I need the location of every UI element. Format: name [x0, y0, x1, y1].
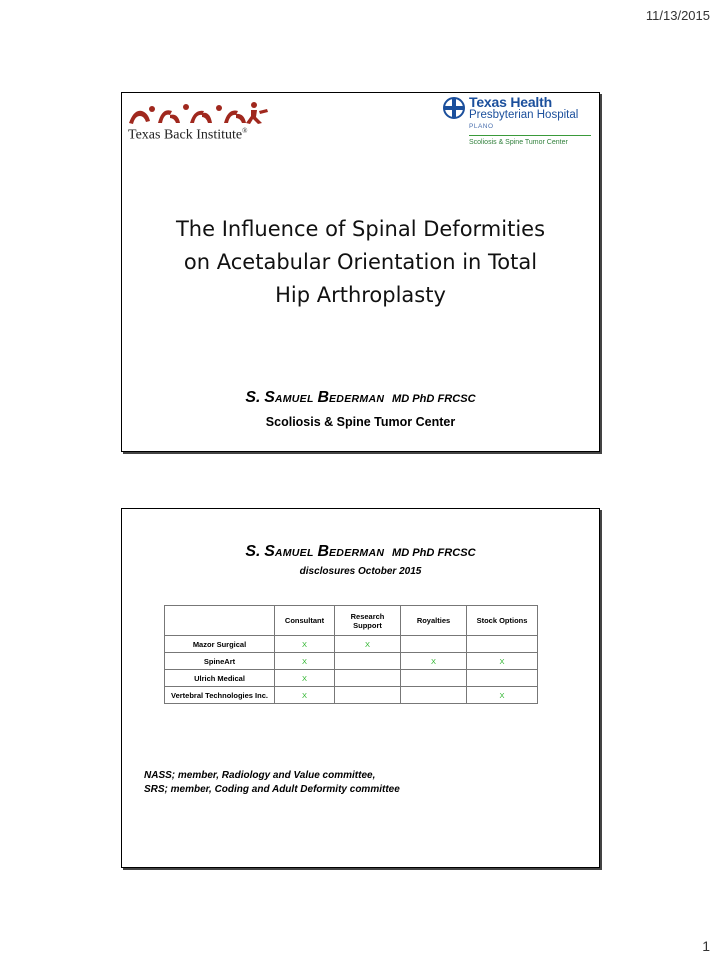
company-cell: Vertebral Technologies Inc.: [165, 687, 275, 704]
stock-cell: [467, 670, 538, 687]
thp-center-name: Scoliosis & Spine Tumor Center: [469, 139, 568, 146]
table-row: [165, 653, 538, 670]
table-row: [165, 670, 538, 687]
royalties-cell: [401, 670, 467, 687]
presenter-name: S. SAMUEL BEDERMAN MD PhD FRCSC: [245, 389, 476, 406]
company-cell: SpineArt: [165, 653, 275, 670]
disclosures-table: [164, 605, 538, 704]
membership-line: SRS; member, Coding and Adult Deformity committee: [144, 784, 400, 795]
stock-cell: X: [467, 687, 538, 704]
research-cell: [335, 653, 401, 670]
page-number: 1: [702, 938, 710, 954]
thp-name-line1: Texas Health: [469, 94, 552, 110]
title-line-1: The Influence of Spinal Deformities: [175, 217, 546, 241]
consultant-cell: X: [275, 687, 335, 704]
royalties-cell: [401, 687, 467, 704]
header-cell: Royalties: [401, 606, 467, 636]
consultant-cell: X: [275, 670, 335, 687]
presenter-credentials: MD PhD FRCSC: [392, 547, 476, 559]
table-row: [165, 687, 538, 704]
thp-city: PLANO: [469, 122, 494, 130]
title-slide: [121, 92, 600, 452]
company-cell: Mazor Surgical: [165, 636, 275, 653]
stock-cell: X: [467, 653, 538, 670]
company-cell: Ulrich Medical: [165, 670, 275, 687]
title-line-3: Hip Arthroplasty: [275, 283, 446, 307]
globe-cross-icon: [443, 97, 465, 119]
royalties-cell: [401, 636, 467, 653]
texas-back-institute-logo: [126, 99, 282, 144]
header-cell: Stock Options: [467, 606, 538, 636]
consultant-cell: X: [275, 636, 335, 653]
disclosures-slide: [121, 508, 600, 868]
table-header-row: [165, 606, 538, 636]
table-row: [165, 636, 538, 653]
royalties-cell: X: [401, 653, 467, 670]
memberships: [144, 769, 400, 797]
header-cell: [165, 606, 275, 636]
research-cell: [335, 670, 401, 687]
research-cell: [335, 687, 401, 704]
disclosures-subtitle: disclosures October 2015: [299, 566, 422, 577]
header-cell: Consultant: [275, 606, 335, 636]
thp-name-line2: Presbyterian Hospital: [469, 109, 579, 121]
slide-title: [122, 213, 599, 312]
texas-health-presbyterian-logo: [443, 95, 591, 146]
consultant-cell: X: [275, 653, 335, 670]
header-cell: Research Support: [335, 606, 401, 636]
thp-divider: [469, 135, 591, 136]
membership-line: NASS; member, Radiology and Value committee,: [144, 770, 376, 781]
texas-back-institute-name: Texas Back Institute®: [128, 127, 248, 143]
research-cell: X: [335, 636, 401, 653]
presenter-credentials: MD PhD FRCSC: [392, 393, 476, 405]
page-date: 11/13/2015: [645, 8, 710, 23]
stock-cell: [467, 636, 538, 653]
running-figures-icon: [126, 99, 276, 129]
center-name: Scoliosis & Spine Tumor Center: [265, 415, 456, 429]
title-line-2: on Acetabular Orientation in Total: [183, 250, 538, 274]
presenter-name: S. SAMUEL BEDERMAN MD PhD FRCSC: [245, 543, 476, 560]
